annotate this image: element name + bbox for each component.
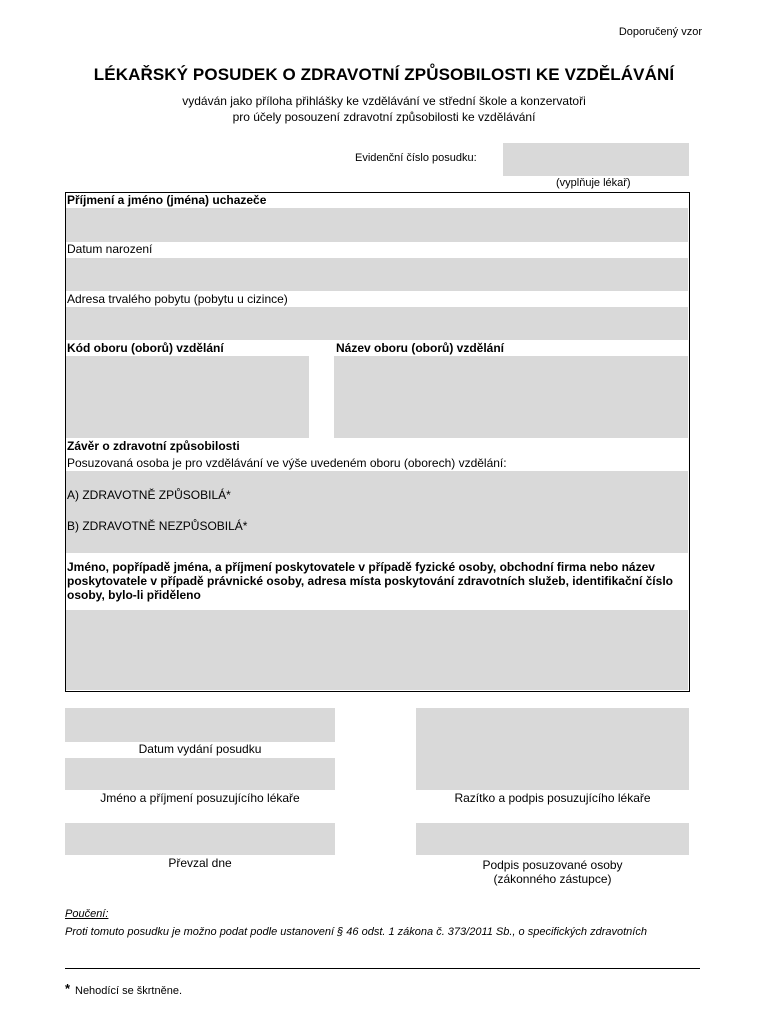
evidence-number-field[interactable] xyxy=(503,143,689,176)
person-signature-label-line2: (zákonného zástupce) xyxy=(493,872,612,886)
person-signature-label-line1: Podpis posuzované osoby xyxy=(482,858,623,872)
field-name-field[interactable] xyxy=(334,356,688,438)
doctor-name-field[interactable] xyxy=(65,758,335,790)
provider-label-line1: Jméno, popřípadě jména, a příjmení poskytovatele v případě fyzické osoby, obchodní firma nebo název xyxy=(67,560,655,574)
document-title: LÉKAŘSKÝ POSUDEK O ZDRAVOTNÍ ZPŮSOBILOSTI KE VZDĚLÁVÁNÍ xyxy=(93,65,675,84)
provider-label-line3: osoby, bylo-li přiděleno xyxy=(67,588,201,602)
doctor-stamp-field[interactable] xyxy=(416,708,689,790)
field-code-field[interactable] xyxy=(66,356,309,438)
doctor-stamp-label: Razítko a podpis posuzujícího lékaře xyxy=(454,791,651,805)
instruction-heading: Poučení: xyxy=(65,908,109,920)
field-name-label: Název oboru (oborů) vzdělání xyxy=(336,341,505,355)
document-subtitle-line1: vydáván jako příloha přihlášky ke vzdělávání ve střední škole a konzervatoři xyxy=(182,94,586,108)
footnote-divider xyxy=(65,968,700,969)
instruction-text: Proti tomuto posudku je možno podat podle ustanovení § 46 odst. 1 zákona č. 373/2011 Sb., o specifických zdravotních xyxy=(65,926,647,938)
address-label: Adresa trvalého pobytu (pobytu u cizince) xyxy=(67,292,288,306)
conclusion-field xyxy=(66,471,688,553)
issue-date-label: Datum vydání posudku xyxy=(138,742,262,756)
document-subtitle-line2: pro účely posouzení zdravotní způsobilosti ke vzdělávání xyxy=(232,110,536,124)
issue-date-field[interactable] xyxy=(65,708,335,742)
applicant-name-field[interactable] xyxy=(66,208,688,242)
footnote-mark: * xyxy=(65,981,71,996)
evidence-number-label: Evidenční číslo posudku: xyxy=(355,152,477,164)
person-signature-field[interactable] xyxy=(416,823,689,855)
conclusion-heading: Závěr o zdravotní způsobilosti xyxy=(67,439,240,453)
birth-date-field[interactable] xyxy=(66,258,688,291)
option-fit[interactable]: A) ZDRAVOTNĚ ZPŮSOBILÁ* xyxy=(67,488,231,502)
address-field[interactable] xyxy=(66,307,688,340)
doctor-name-label: Jméno a příjmení posuzujícího lékaře xyxy=(100,791,300,805)
evidence-number-note: (vyplňuje lékař) xyxy=(556,177,631,189)
footnote-text: Nehodící se škrtněne. xyxy=(75,985,183,997)
received-date-field[interactable] xyxy=(65,823,335,855)
field-code-label: Kód oboru (oborů) vzdělání xyxy=(67,341,224,355)
birth-date-label: Datum narození xyxy=(67,242,153,256)
applicant-name-label: Příjmení a jméno (jména) uchazeče xyxy=(67,193,267,207)
recommended-form-label: Doporučený vzor xyxy=(618,26,702,38)
provider-field[interactable] xyxy=(66,610,688,690)
provider-label-line2: poskytovatele v případě právnické osoby, adresa místa poskytování zdravotních služeb, identifikační číslo xyxy=(67,574,673,588)
option-unfit[interactable]: B) ZDRAVOTNĚ NEZPŮSOBILÁ* xyxy=(67,519,248,533)
conclusion-statement: Posuzovaná osoba je pro vzdělávání ve výše uvedeném oboru (oborech) vzdělání: xyxy=(67,456,507,470)
received-date-label: Převzal dne xyxy=(168,856,232,870)
